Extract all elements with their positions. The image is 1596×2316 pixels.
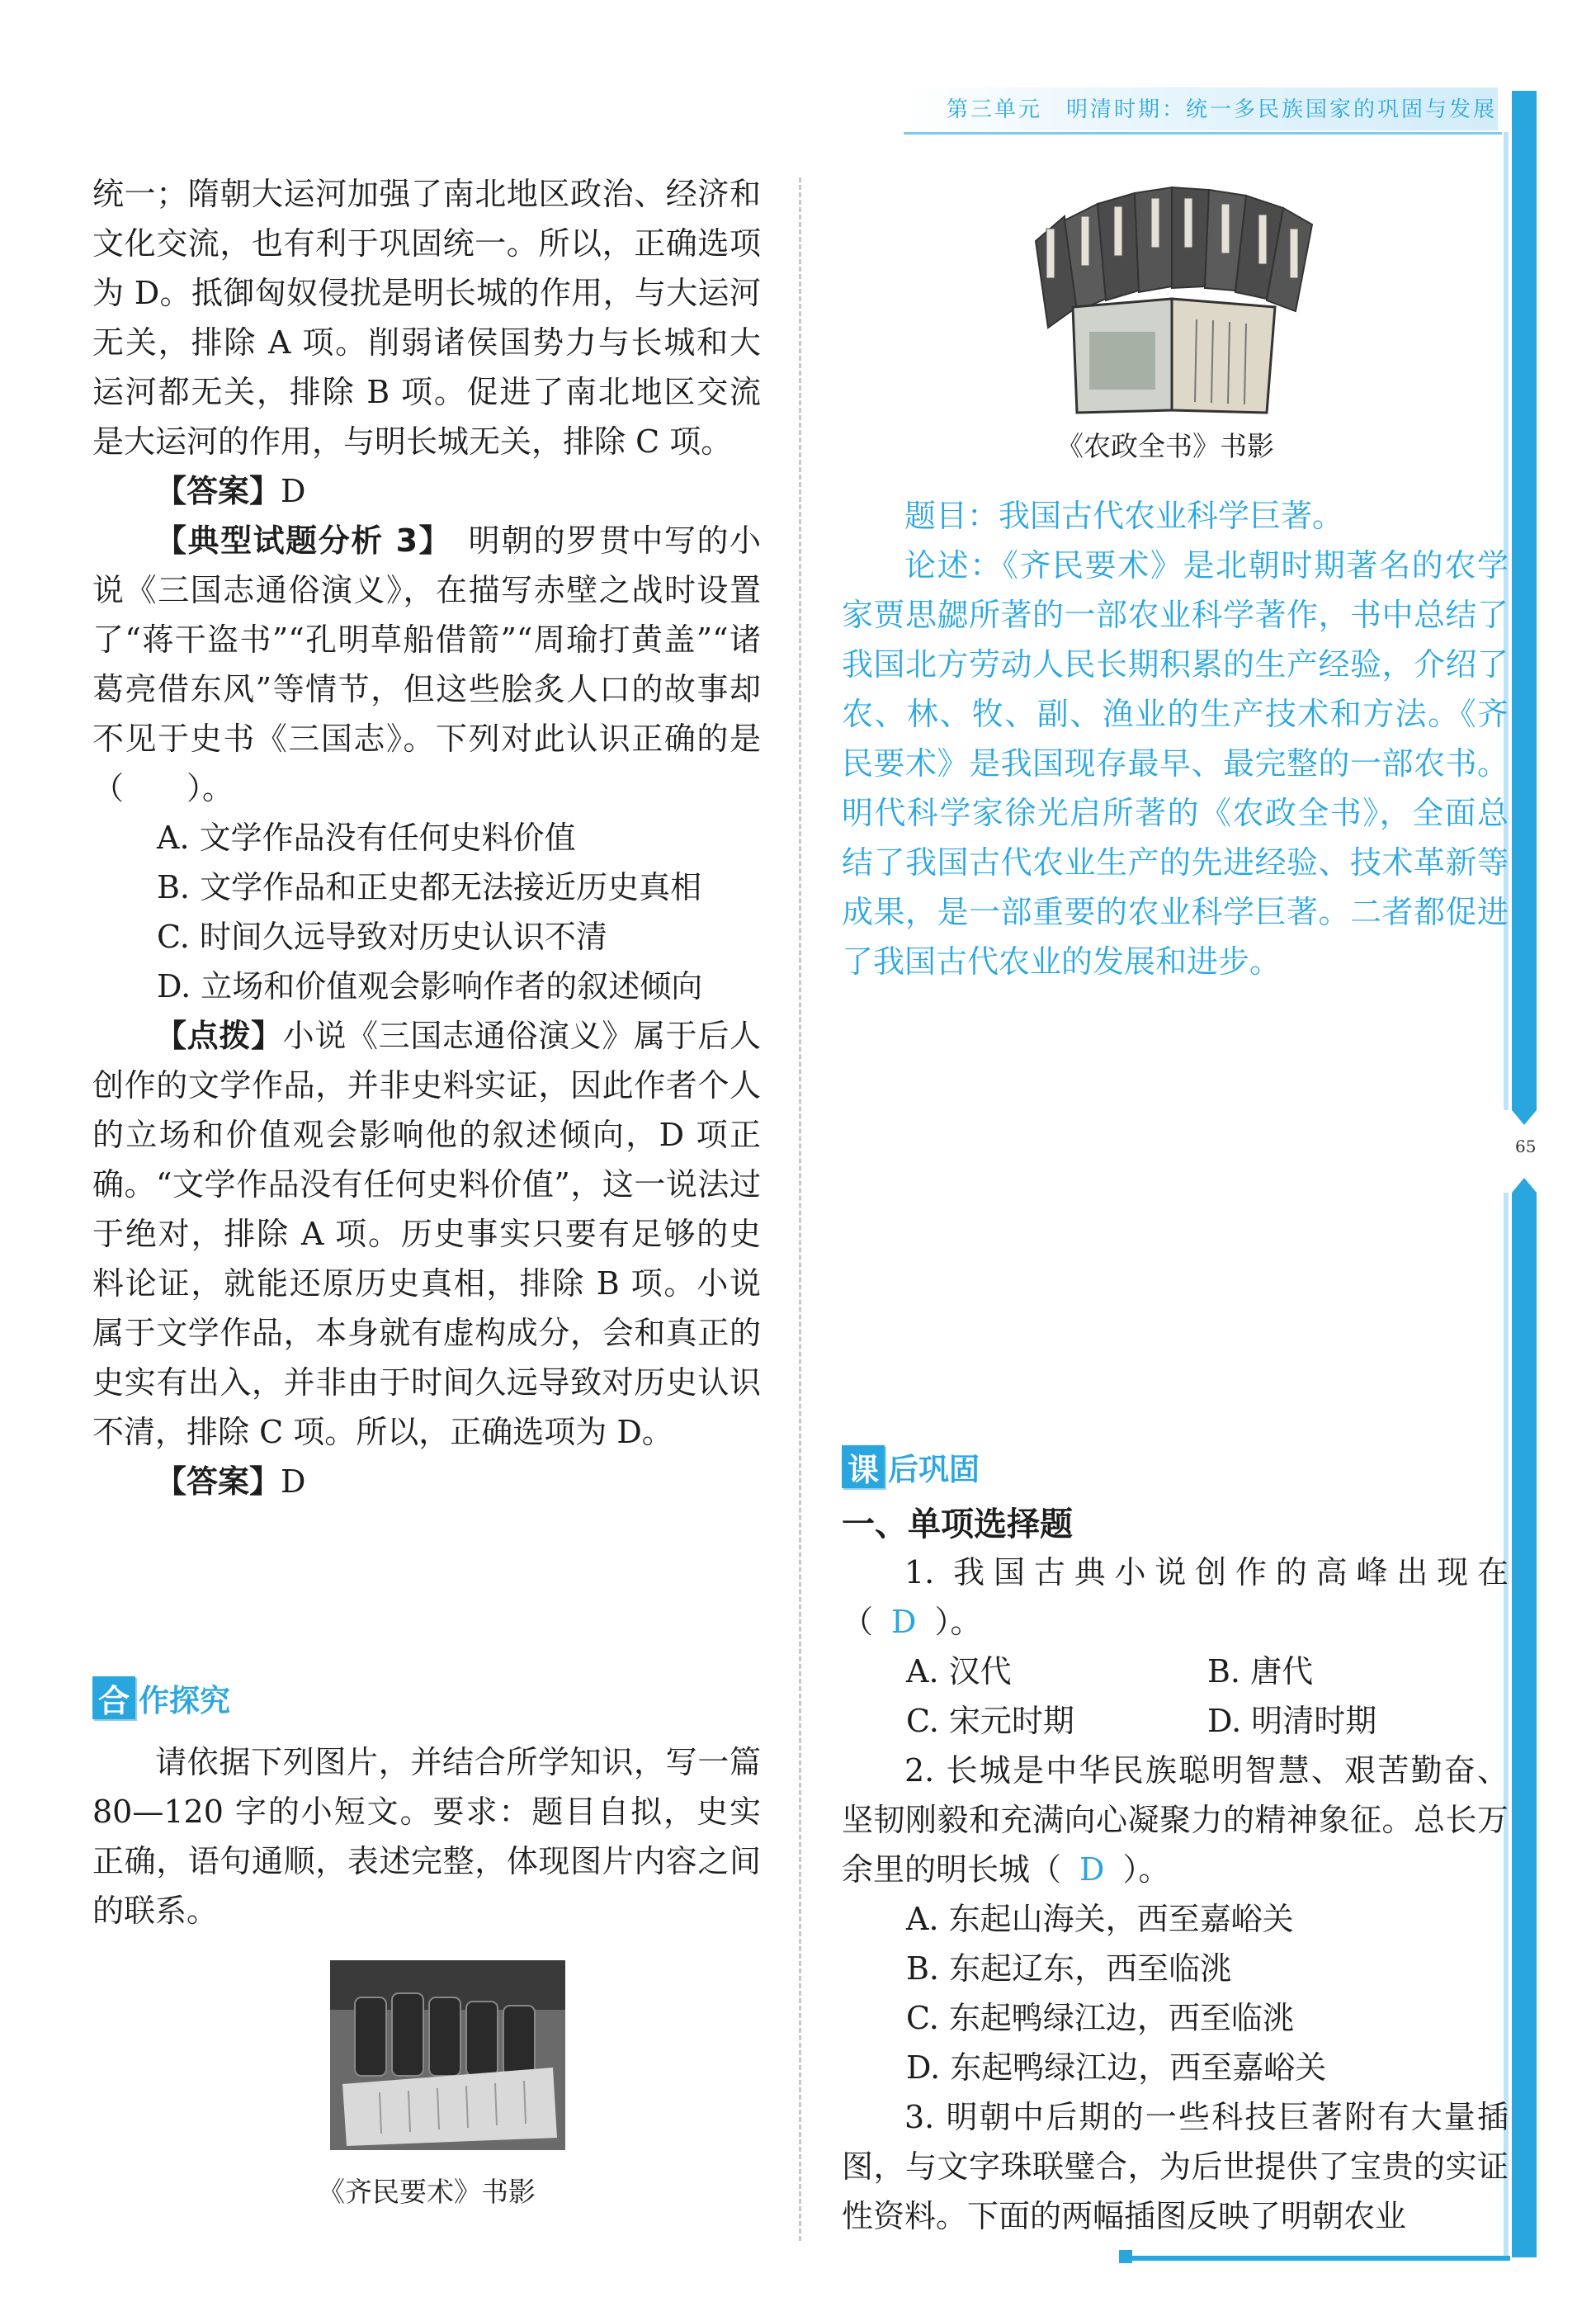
q1-answer: D (891, 1604, 917, 1640)
essay-title: 题目：我国古代农业科学巨著。 (904, 498, 1344, 534)
q2-stem: 2. 长城是中华民族聪明智慧、艰苦勤奋、坚韧刚毅和充满向心凝聚力的精神象征。总长万余里的明长城（ (842, 1752, 1509, 1888)
nongzheng-quanshu-caption: 《农政全书》书影 (1056, 430, 1274, 462)
review-heading-box: 课 (842, 1445, 885, 1488)
edge-bar-bottom (1512, 1193, 1537, 2257)
answer-value: D (281, 473, 306, 509)
coop-section-heading (92, 1676, 230, 1720)
q1-option-d: D. 明清时期 (1207, 1703, 1377, 1739)
edge-notch-bottom (1512, 1178, 1537, 1193)
option-c: C. 时间久远导致对历史认识不清 (157, 919, 607, 955)
answer-label: 【答案】 (155, 473, 281, 509)
review-heading-text: 后巩固 (888, 1452, 980, 1487)
q1-option-a: A. 汉代 (906, 1653, 1012, 1690)
question-text: 明朝的罗贯中写的小说《三国志通俗演义》，在描写赤壁之战时设置了“蒋干盗书”“孔明草船借箭”“周瑜打黄盖”“诸葛亮借东风”等情节，但这些脍炙人口的故事却不见于史书《三国志》。下列对此认识正确的是（ ）。 (92, 522, 761, 806)
footer-rule (1122, 2256, 1510, 2261)
option-a: A. 文学作品没有任何史料价值 (157, 820, 576, 856)
q2-option-c: C. 东起鸭绿江边，西至临洮 (906, 2000, 1294, 2036)
coop-heading-text: 作探究 (139, 1683, 230, 1718)
hint-paragraph (92, 1011, 761, 1457)
header-rule (904, 132, 1502, 135)
q2-option-d: D. 东起鸭绿江边，西至嘉峪关 (906, 2049, 1327, 2086)
q1-options-row-2 (842, 1696, 1509, 1746)
answer-value: D (281, 1463, 306, 1500)
sample-essay (842, 491, 1509, 986)
review-q3: 3. 明朝中后期的一些科技巨著附有大量插图，与文字珠联璧合，为后世提供了宝贵的实证性资料。下面的两幅插图反映了明朝农业 (842, 2099, 1509, 2234)
nongzheng-quanshu-photo (1019, 183, 1324, 414)
q1-option-c: C. 宋元时期 (906, 1703, 1074, 1739)
review-q1 (842, 1548, 1509, 1647)
option-d: D. 立场和价值观会影响作者的叙述倾向 (157, 968, 703, 1004)
qimin-yaoshu-caption: 《齐民要术》书影 (318, 2176, 536, 2208)
review-section-heading (842, 1444, 980, 1489)
review-questions (842, 1548, 1509, 2241)
q2-stem-end: ）。 (1122, 1851, 1170, 1888)
coop-instruction-text: 请依据下列图片，并结合所学知识，写一篇 80—120 字的小短文。要求：题目自拟，史实正确，语句通顺，表述完整，体现图片内容之间的联系。 (92, 1744, 761, 1929)
edge-bar-top (1512, 91, 1537, 1110)
footer-square (1119, 2250, 1132, 2263)
qimin-yaoshu-photo (330, 1960, 565, 2150)
edge-notch-top (1512, 1110, 1537, 1125)
typical-question-3 (92, 516, 761, 813)
single-choice-title: 一、单项选择题 (842, 1505, 1073, 1543)
q2-answer: D (1079, 1851, 1105, 1888)
q2-option-a: A. 东起山海关，西至嘉峪关 (906, 1901, 1294, 1937)
column-divider (799, 177, 801, 2241)
hint-text: 小说《三国志通俗演义》属于后人创作的文学作品，并非史料实证，因此作者个人的立场和价值观会影响他的叙述倾向，D 项正确。“文学作品没有任何史料价值”，这一说法过于绝对，排除 A 项。历史事实只要有足够的史料论证，就能还原历史真相，排除 B 项。小说属于文学作品，本身就有虚构成分，会和真正的史实有出入，并非由于时间久远导致对历史认识不清，排除 C 项。所以，正确选项为 D。 (92, 1018, 761, 1450)
answer-label: 【答案】 (155, 1463, 281, 1500)
hint-label: 【点拨】 (155, 1018, 283, 1054)
explanation-paragraph: 统一；隋朝大运河加强了南北地区政治、经济和文化交流，也有利于巩固统一。所以，正确选项为 D。抵御匈奴侵扰是明长城的作用，与大运河无关，排除 A 项。削弱诸侯国势力与长城和大运河都无关，排除 B 项。促进了南北地区交流是大运河的作用，与明长城无关，排除 C 项。 (92, 176, 761, 460)
q1-option-b: B. 唐代 (1207, 1653, 1314, 1690)
q1-options-row-1 (842, 1647, 1509, 1696)
left-column (92, 169, 761, 1506)
q1-stem-end: ）。 (934, 1604, 982, 1640)
page-number: 65 (1515, 1137, 1537, 1156)
running-header: 第三单元 明清时期：统一多民族国家的巩固与发展 (946, 97, 1497, 122)
review-q2 (842, 1746, 1509, 1894)
question-label: 【典型试题分析 3】 (155, 522, 437, 559)
coop-heading-box: 合 (92, 1676, 135, 1719)
q2-option-b: B. 东起辽东，西至临洮 (906, 1950, 1232, 1987)
q1-stem: 1. 我国古典小说创作的高峰出现在（ (842, 1554, 1509, 1640)
answer-line-1 (92, 466, 761, 516)
option-b: B. 文学作品和正史都无法接近历史真相 (157, 869, 702, 905)
essay-body: 论述：《齐民要术》是北朝时期著名的农学家贾思勰所著的一部农业科学著作，书中总结了我国北方劳动人民长期积累的生产经验，介绍了农、林、牧、副、渔业的生产技术和方法。《齐民要术》是我国现存最早、最完整的一部农书。明代科学家徐光启所著的《农政全书》，全面总结了我国古代农业生产的先进经验、技术革新等成果，是一部重要的农业科学巨著。二者都促进了我国古代农业的发展和进步。 (842, 547, 1509, 980)
answer-line-2 (92, 1457, 761, 1506)
coop-instruction (92, 1737, 761, 1936)
